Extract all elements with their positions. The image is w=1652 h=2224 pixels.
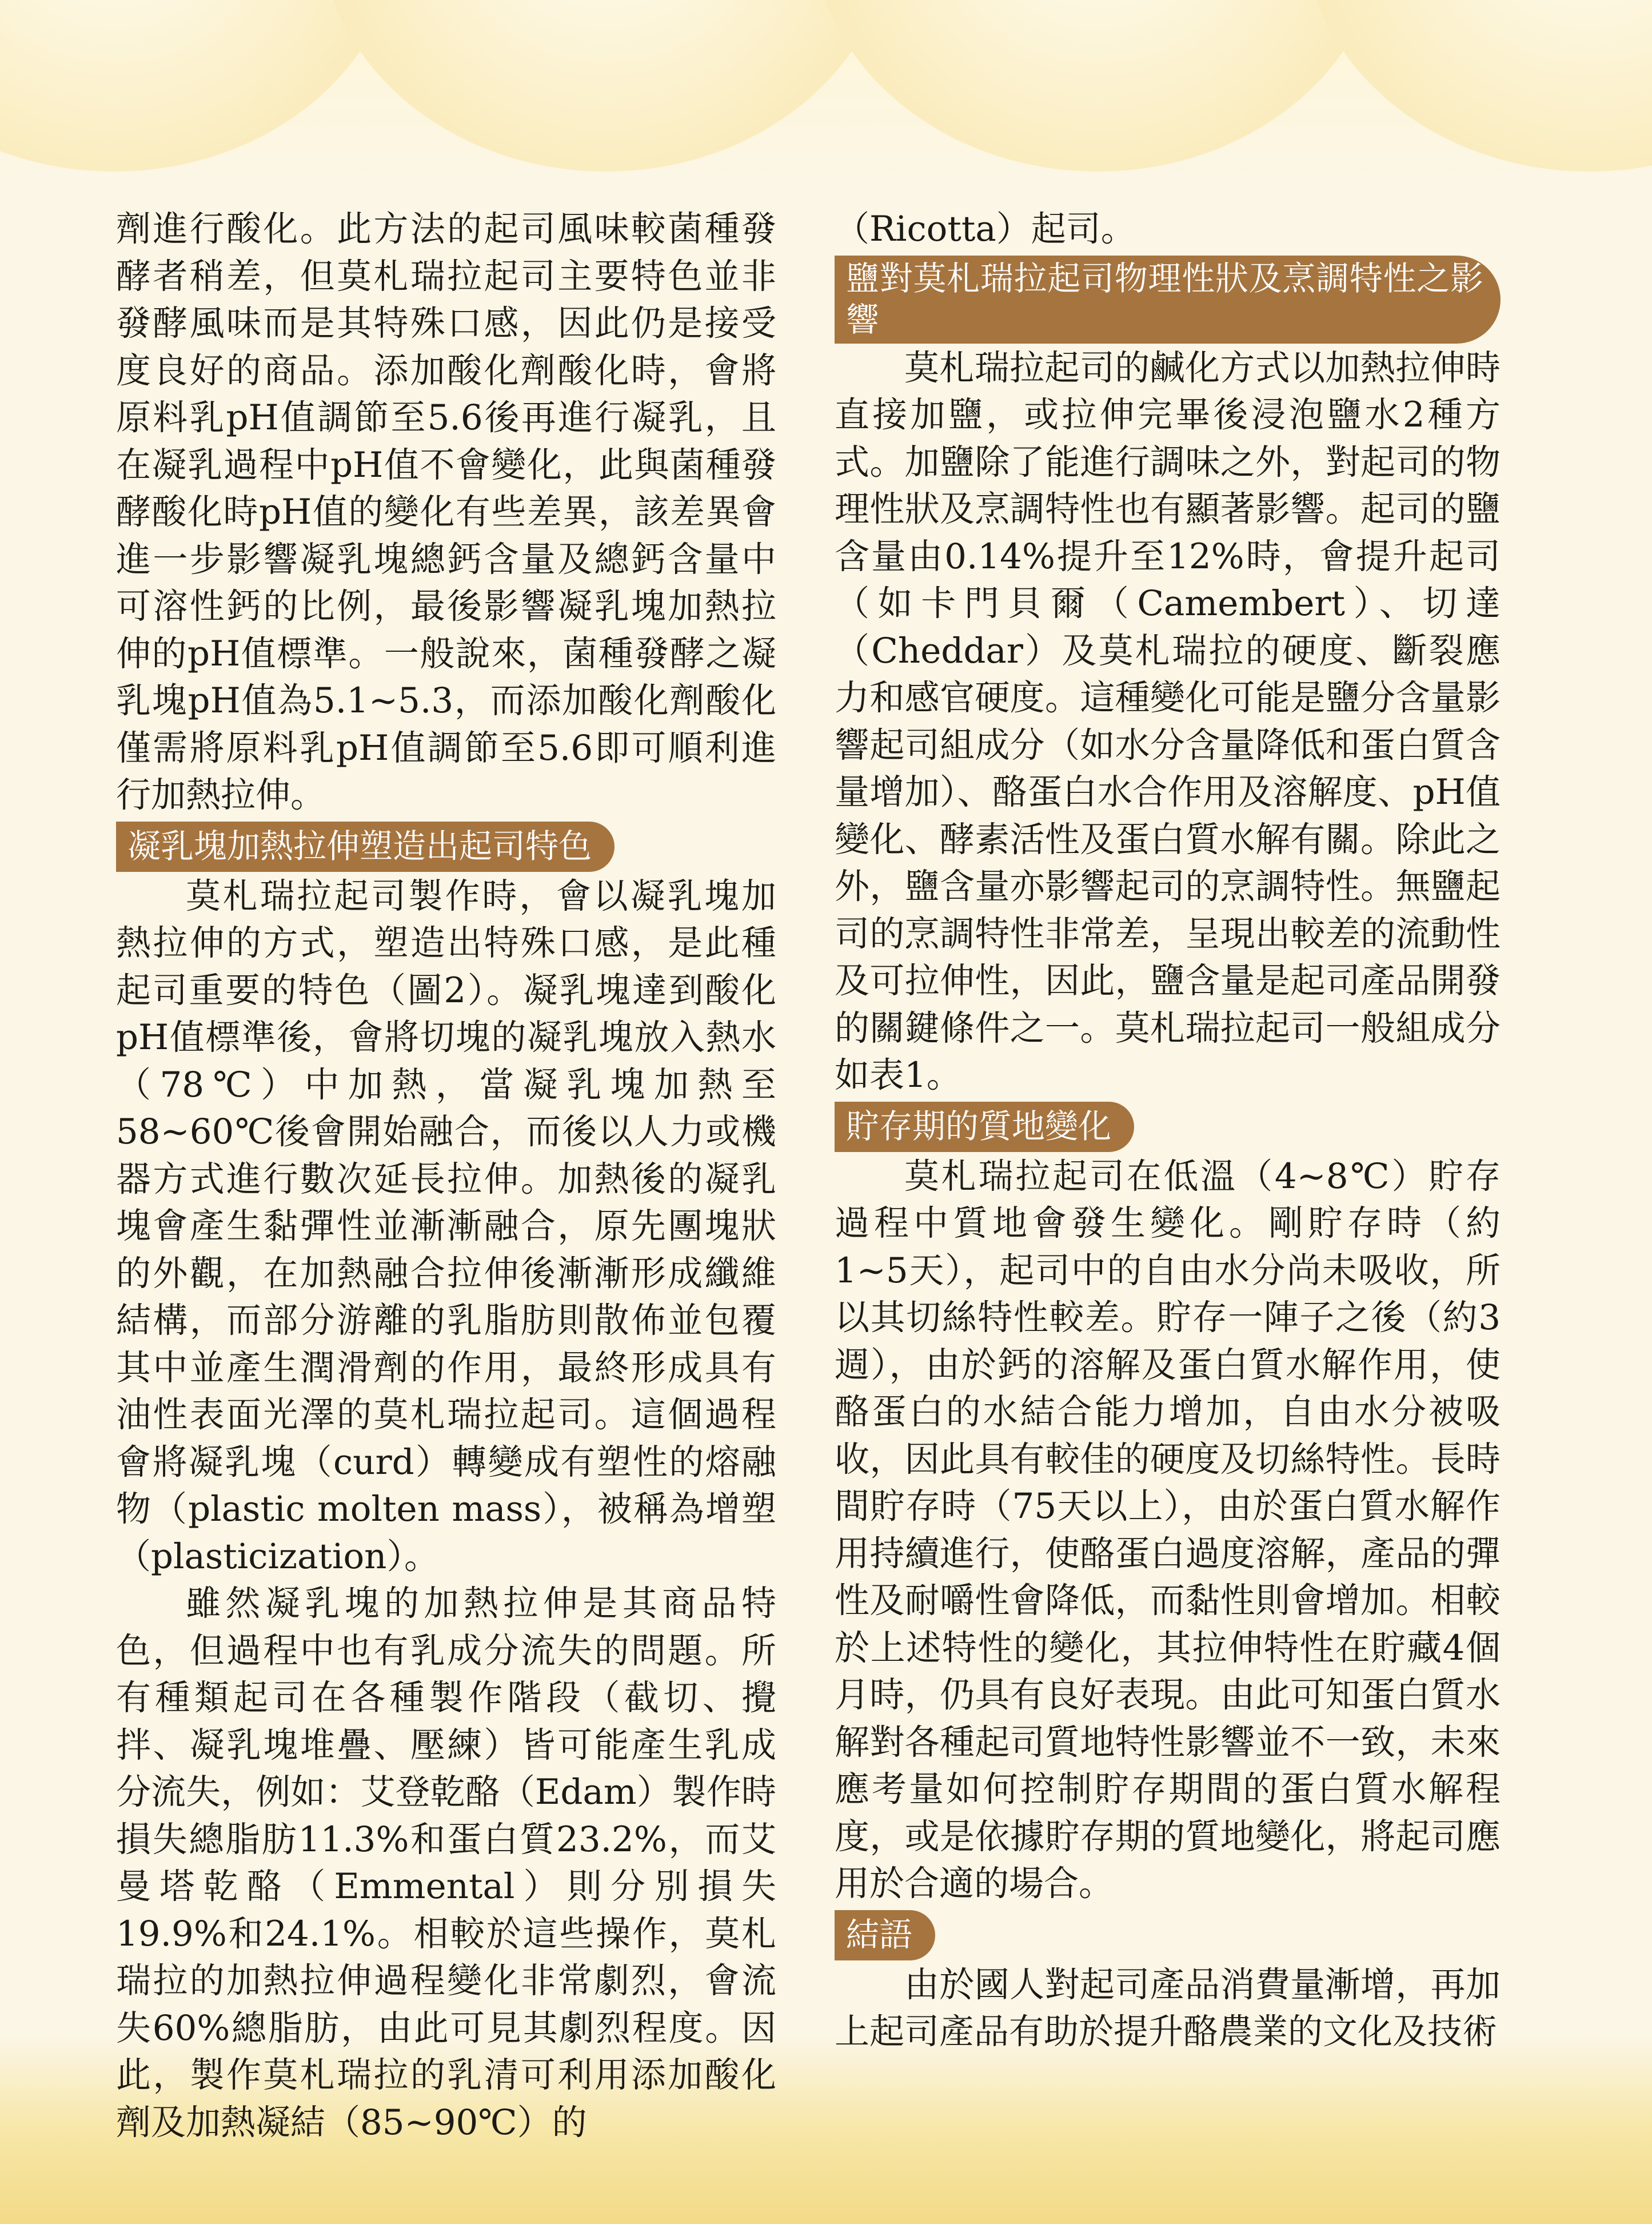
paragraph: 莫札瑞拉起司在低溫（4~8℃）貯存過程中質地會發生變化。剛貯存時（約1~5天），起司中的自由水分尚未吸收，所以其切絲特性較差。貯存一陣子之後（約3週），由於鈣的溶解及蛋白質水解作用，使酪蛋白的水結合能力增加，自由水分被吸收，因此具有較佳的硬度及切絲特性。長時間貯存時（75天以上），由於蛋白質水解作用持續進行，使酪蛋白過度溶解，產品的彈性及耐嚼性會降低，而黏性則會增加。相較於上述特性的變化，其拉伸特性在貯藏4個月時，仍具有良好表現。由此可知蛋白質水解對各種起司質地特性影響並不一致，未來應考量如何控制貯存期間的蛋白質水解程度，或是依據貯存期的質地變化，將起司應用於合適的場合。 xyxy=(835,1155,1501,1904)
paragraph: 莫札瑞拉起司的鹹化方式以加熱拉伸時直接加鹽，或拉伸完畢後浸泡鹽水2種方式。加鹽除了能進行調味之外，對起司的物理性狀及烹調特性也有顯著影響。起司的鹽含量由0.14%提升至12%時，會提升起司（如卡門貝爾（Camembert）、切達（Cheddar）及莫札瑞拉的硬度、斷裂應力和感官硬度。這種變化可能是鹽分含量影響起司組成分（如水分含量降低和蛋白質含量增加）、酪蛋白水合作用及溶解度、pH值變化、酵素活性及蛋白質水解有關。除此之外，鹽含量亦影響起司的烹調特性。無鹽起司的烹調特性非常差，呈現出較差的流動性及可拉伸性，因此，鹽含量是起司產品開發的關鍵條件之一。莫札瑞拉起司一般組成分如表1。 xyxy=(835,347,1501,1095)
paragraph: （Ricotta）起司。 xyxy=(835,209,1136,249)
paragraph: 劑進行酸化。此方法的起司風味較菌種發酵者稍差，但莫札瑞拉起司主要特色並非發酵風味而是其特殊口感，因此仍是接受度良好的商品。添加酸化劑酸化時，會將原料乳pH值調節至5.6後再進行凝乳，且在凝乳過程中pH值不會變化，此與菌種發酵酸化時pH值的變化有些差異，該差異會進一步影響凝乳塊總鈣含量及總鈣含量中可溶性鈣的比例，最後影響凝乳塊加熱拉伸的pH值標準。一般說來，菌種發酵之凝乳塊pH值為5.1~5.3，而添加酸化劑酸化僅需將原料乳pH值調節至5.6即可順利進行加熱拉伸。 xyxy=(116,209,776,815)
right-column xyxy=(835,206,1501,2056)
decorative-circle xyxy=(1303,0,1652,172)
decorative-circle xyxy=(812,0,1383,172)
paragraph: 由於國人對起司產品消費量漸增，再加上起司產品有助於提升酪農業的文化及技術 xyxy=(835,1964,1501,2052)
decorative-circle xyxy=(0,0,400,172)
section-heading: 結語 xyxy=(835,1910,935,1960)
section-heading: 鹽對莫札瑞拉起司物理性狀及烹調特性之影響 xyxy=(835,256,1501,344)
header-decoration xyxy=(0,0,1652,189)
left-column xyxy=(116,206,776,2146)
section-heading: 貯存期的質地變化 xyxy=(835,1102,1134,1152)
decorative-circle xyxy=(320,0,892,172)
paragraph: 雖然凝乳塊的加熱拉伸是其商品特色，但過程中也有乳成分流失的問題。所有種類起司在各種製作階段（截切、攪拌、凝乳塊堆疊、壓練）皆可能產生乳成分流失，例如：艾登乾酪（Edam）製作時損失總脂肪11.3%和蛋白質23.2%，而艾曼塔乾酪（Emmental）則分別損失19.9%和24.1%。相較於這些操作，莫札瑞拉的加熱拉伸過程變化非常劇烈，會流失60%總脂肪，由此可見其劇烈程度。因此，製作莫札瑞拉的乳清可利用添加酸化劑及加熱凝結（85~90℃）的 xyxy=(116,1583,776,2143)
section-heading: 凝乳塊加熱拉伸塑造出起司特色 xyxy=(116,822,614,872)
paragraph: 莫札瑞拉起司製作時，會以凝乳塊加熱拉伸的方式，塑造出特殊口感，是此種起司重要的特色（圖2）。凝乳塊達到酸化pH值標準後，會將切塊的凝乳塊放入熱水（78℃）中加熱，當凝乳塊加熱至58~60℃後會開始融合，而後以人力或機器方式進行數次延長拉伸。加熱後的凝乳塊會產生黏彈性並漸漸融合，原先團塊狀的外觀，在加熱融合拉伸後漸漸形成纖維結構，而部分游離的乳脂肪則散佈並包覆其中並產生潤滑劑的作用，最終形成具有油性表面光澤的莫札瑞拉起司。這個過程會將凝乳塊（curd）轉變成有塑性的熔融物（plastic molten mass），被稱為增塑（plasticization）。 xyxy=(116,875,776,1577)
